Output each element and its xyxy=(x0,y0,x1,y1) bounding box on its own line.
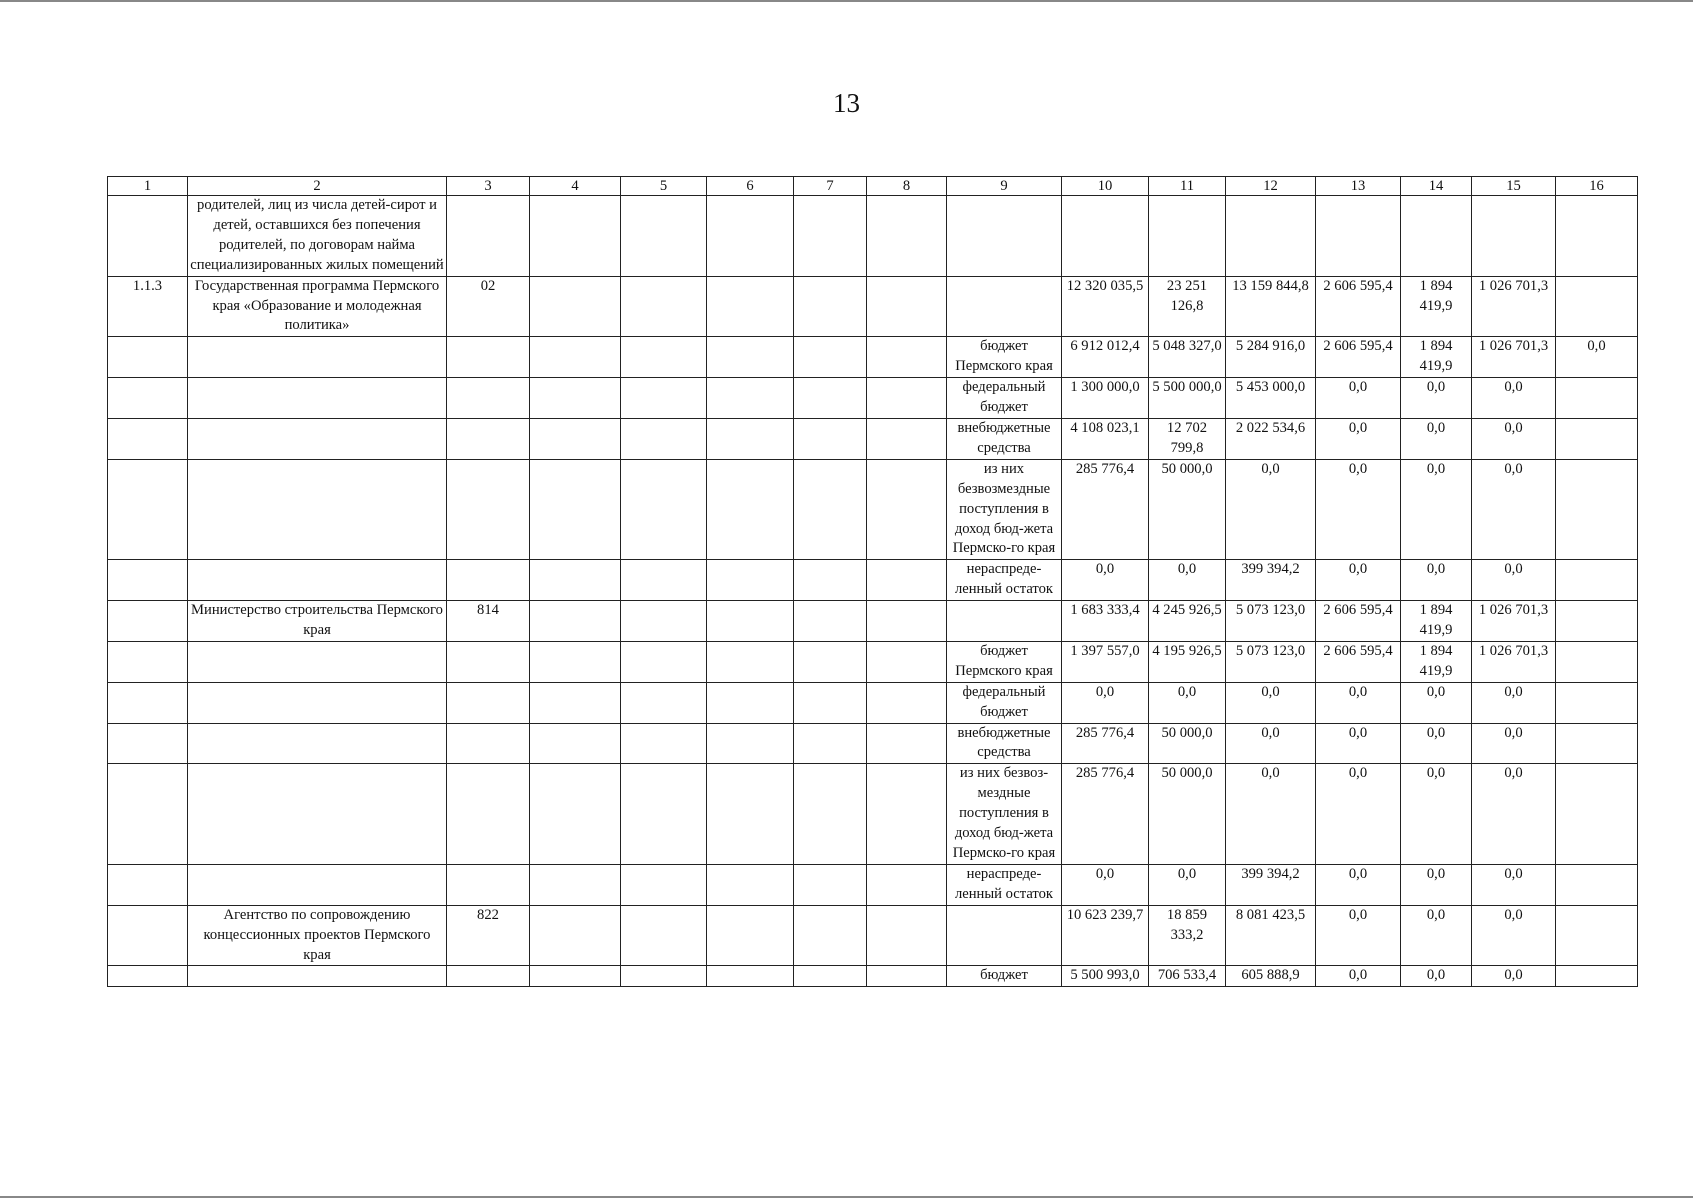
row-index-cell xyxy=(108,378,188,419)
empty-cell xyxy=(621,418,707,459)
empty-cell xyxy=(530,601,621,642)
value-cell-col11: 0,0 xyxy=(1149,682,1226,723)
value-cell-col10: 0,0 xyxy=(1062,560,1149,601)
value-cell-col14: 0,0 xyxy=(1401,966,1472,987)
empty-cell xyxy=(867,966,947,987)
value-cell-col14: 1 894 419,9 xyxy=(1401,276,1472,337)
empty-cell xyxy=(794,196,867,277)
empty-cell xyxy=(794,723,867,764)
table-row xyxy=(108,764,1638,865)
column-header: 16 xyxy=(1556,177,1638,196)
value-cell-col14: 0,0 xyxy=(1401,723,1472,764)
empty-cell xyxy=(867,459,947,560)
empty-cell xyxy=(794,682,867,723)
row-name-cell xyxy=(188,682,447,723)
empty-cell xyxy=(621,601,707,642)
empty-cell xyxy=(707,337,794,378)
value-cell-col13: 0,0 xyxy=(1316,459,1401,560)
column-header: 13 xyxy=(1316,177,1401,196)
row-name-cell xyxy=(188,337,447,378)
empty-cell xyxy=(794,864,867,905)
empty-cell xyxy=(867,682,947,723)
funding-source-cell: внебюджетные средства xyxy=(947,418,1062,459)
empty-cell xyxy=(794,276,867,337)
value-cell-col12: 0,0 xyxy=(1226,723,1316,764)
column-header: 5 xyxy=(621,177,707,196)
table-row xyxy=(108,723,1638,764)
value-cell-col12: 5 073 123,0 xyxy=(1226,601,1316,642)
row-code-cell xyxy=(447,560,530,601)
value-cell-col14: 0,0 xyxy=(1401,418,1472,459)
empty-cell xyxy=(707,723,794,764)
empty-cell xyxy=(621,682,707,723)
value-cell-col12: 0,0 xyxy=(1226,682,1316,723)
funding-source-cell: федеральный бюджет xyxy=(947,378,1062,419)
empty-cell xyxy=(867,641,947,682)
table-row xyxy=(108,560,1638,601)
empty-cell xyxy=(867,418,947,459)
funding-source-cell xyxy=(947,601,1062,642)
value-cell-col14: 0,0 xyxy=(1401,459,1472,560)
value-cell-col12: 13 159 844,8 xyxy=(1226,276,1316,337)
empty-cell xyxy=(530,641,621,682)
value-cell-col16 xyxy=(1556,418,1638,459)
value-cell-col10: 285 776,4 xyxy=(1062,459,1149,560)
empty-cell xyxy=(867,560,947,601)
empty-cell xyxy=(867,337,947,378)
empty-cell xyxy=(621,723,707,764)
empty-cell xyxy=(707,864,794,905)
empty-cell xyxy=(794,905,867,966)
empty-cell xyxy=(621,864,707,905)
budget-table xyxy=(107,176,1638,987)
empty-cell xyxy=(794,459,867,560)
empty-cell xyxy=(621,196,707,277)
empty-cell xyxy=(530,418,621,459)
value-cell-col12: 605 888,9 xyxy=(1226,966,1316,987)
value-cell-col12: 399 394,2 xyxy=(1226,864,1316,905)
empty-cell xyxy=(530,337,621,378)
row-index-cell xyxy=(108,196,188,277)
table-row xyxy=(108,601,1638,642)
empty-cell xyxy=(621,459,707,560)
row-index-cell xyxy=(108,764,188,865)
empty-cell xyxy=(530,196,621,277)
row-code-cell xyxy=(447,682,530,723)
empty-cell xyxy=(621,337,707,378)
value-cell-col10: 6 912 012,4 xyxy=(1062,337,1149,378)
row-code-cell xyxy=(447,378,530,419)
value-cell-col13: 2 606 595,4 xyxy=(1316,641,1401,682)
table-row xyxy=(108,418,1638,459)
value-cell-col10: 1 300 000,0 xyxy=(1062,378,1149,419)
empty-cell xyxy=(794,337,867,378)
value-cell-col15: 1 026 701,3 xyxy=(1472,337,1556,378)
empty-cell xyxy=(530,966,621,987)
empty-cell xyxy=(621,276,707,337)
value-cell-col10: 5 500 993,0 xyxy=(1062,966,1149,987)
value-cell-col16 xyxy=(1556,641,1638,682)
row-index-cell xyxy=(108,337,188,378)
value-cell-col15: 0,0 xyxy=(1472,682,1556,723)
table-row xyxy=(108,459,1638,560)
row-code-cell: 02 xyxy=(447,276,530,337)
empty-cell xyxy=(867,378,947,419)
row-index-cell xyxy=(108,641,188,682)
value-cell-col13: 0,0 xyxy=(1316,864,1401,905)
value-cell-col16 xyxy=(1556,682,1638,723)
value-cell-col11: 50 000,0 xyxy=(1149,459,1226,560)
table-row xyxy=(108,864,1638,905)
row-index-cell xyxy=(108,682,188,723)
column-header: 6 xyxy=(707,177,794,196)
value-cell-col10: 4 108 023,1 xyxy=(1062,418,1149,459)
empty-cell xyxy=(530,764,621,865)
value-cell-col16 xyxy=(1556,276,1638,337)
value-cell-col16 xyxy=(1556,864,1638,905)
row-index-cell xyxy=(108,418,188,459)
value-cell-col10: 0,0 xyxy=(1062,864,1149,905)
value-cell-col13: 0,0 xyxy=(1316,723,1401,764)
empty-cell xyxy=(707,601,794,642)
value-cell-col15: 0,0 xyxy=(1472,459,1556,560)
row-name-cell xyxy=(188,378,447,419)
value-cell-col14: 0,0 xyxy=(1401,864,1472,905)
value-cell-col15: 0,0 xyxy=(1472,723,1556,764)
empty-cell xyxy=(707,560,794,601)
empty-cell xyxy=(530,276,621,337)
value-cell-col12: 0,0 xyxy=(1226,459,1316,560)
value-cell-col16 xyxy=(1556,378,1638,419)
row-name-cell xyxy=(188,864,447,905)
empty-cell xyxy=(794,764,867,865)
row-name-cell xyxy=(188,764,447,865)
value-cell-col16 xyxy=(1556,560,1638,601)
row-code-cell xyxy=(447,337,530,378)
empty-cell xyxy=(867,276,947,337)
value-cell-col12: 399 394,2 xyxy=(1226,560,1316,601)
value-cell-col16: 0,0 xyxy=(1556,337,1638,378)
value-cell-col14 xyxy=(1401,196,1472,277)
value-cell-col11: 50 000,0 xyxy=(1149,723,1226,764)
funding-source-cell: бюджет Пермского края xyxy=(947,641,1062,682)
value-cell-col11: 4 195 926,5 xyxy=(1149,641,1226,682)
funding-source-cell xyxy=(947,276,1062,337)
value-cell-col15: 0,0 xyxy=(1472,864,1556,905)
funding-source-cell xyxy=(947,905,1062,966)
row-code-cell xyxy=(447,723,530,764)
funding-source-cell: федеральный бюджет xyxy=(947,682,1062,723)
funding-source-cell: нераспреде-ленный остаток xyxy=(947,560,1062,601)
column-header: 2 xyxy=(188,177,447,196)
row-name-cell xyxy=(188,723,447,764)
value-cell-col15: 0,0 xyxy=(1472,418,1556,459)
value-cell-col11: 706 533,4 xyxy=(1149,966,1226,987)
value-cell-col12 xyxy=(1226,196,1316,277)
value-cell-col15: 1 026 701,3 xyxy=(1472,601,1556,642)
value-cell-col11: 50 000,0 xyxy=(1149,764,1226,865)
value-cell-col16 xyxy=(1556,723,1638,764)
value-cell-col15: 1 026 701,3 xyxy=(1472,641,1556,682)
empty-cell xyxy=(621,560,707,601)
row-index-cell xyxy=(108,560,188,601)
empty-cell xyxy=(530,864,621,905)
empty-cell xyxy=(621,764,707,865)
column-header-row xyxy=(108,177,1638,196)
row-code-cell xyxy=(447,418,530,459)
row-code-cell xyxy=(447,459,530,560)
column-header: 4 xyxy=(530,177,621,196)
value-cell-col10: 12 320 035,5 xyxy=(1062,276,1149,337)
table-row xyxy=(108,276,1638,337)
row-index-cell xyxy=(108,905,188,966)
value-cell-col14: 1 894 419,9 xyxy=(1401,601,1472,642)
row-code-cell xyxy=(447,196,530,277)
empty-cell xyxy=(707,418,794,459)
value-cell-col11: 5 048 327,0 xyxy=(1149,337,1226,378)
value-cell-col13 xyxy=(1316,196,1401,277)
row-index-cell xyxy=(108,966,188,987)
empty-cell xyxy=(794,560,867,601)
value-cell-col11: 0,0 xyxy=(1149,864,1226,905)
value-cell-col10: 1 683 333,4 xyxy=(1062,601,1149,642)
empty-cell xyxy=(530,905,621,966)
value-cell-col11: 0,0 xyxy=(1149,560,1226,601)
value-cell-col12: 5 284 916,0 xyxy=(1226,337,1316,378)
empty-cell xyxy=(621,641,707,682)
table-body xyxy=(108,177,1638,987)
page-number: 13 xyxy=(833,88,860,118)
value-cell-col11: 18 859 333,2 xyxy=(1149,905,1226,966)
row-name-cell: родителей, лиц из числа детей-сирот и детей, оставшихся без попечения родителей, по договорам найма специализированных жилых помещений xyxy=(188,196,447,277)
value-cell-col10 xyxy=(1062,196,1149,277)
empty-cell xyxy=(707,459,794,560)
empty-cell xyxy=(867,905,947,966)
row-name-cell xyxy=(188,560,447,601)
column-header: 8 xyxy=(867,177,947,196)
row-name-cell: Министерство строительства Пермского края xyxy=(188,601,447,642)
row-index-cell xyxy=(108,723,188,764)
row-code-cell xyxy=(447,764,530,865)
top-scan-edge xyxy=(0,0,1693,2)
empty-cell xyxy=(621,378,707,419)
value-cell-col14: 0,0 xyxy=(1401,378,1472,419)
empty-cell xyxy=(867,764,947,865)
value-cell-col11: 12 702 799,8 xyxy=(1149,418,1226,459)
bottom-scan-edge xyxy=(0,1196,1693,1198)
empty-cell xyxy=(707,641,794,682)
empty-cell xyxy=(621,966,707,987)
value-cell-col13: 0,0 xyxy=(1316,682,1401,723)
row-index-cell xyxy=(108,864,188,905)
value-cell-col10: 0,0 xyxy=(1062,682,1149,723)
column-header: 12 xyxy=(1226,177,1316,196)
value-cell-col13: 2 606 595,4 xyxy=(1316,276,1401,337)
row-name-cell: Государственная программа Пермского края «Образование и молодежная политика» xyxy=(188,276,447,337)
value-cell-col15: 0,0 xyxy=(1472,378,1556,419)
value-cell-col12: 5 073 123,0 xyxy=(1226,641,1316,682)
value-cell-col11: 4 245 926,5 xyxy=(1149,601,1226,642)
row-name-cell xyxy=(188,459,447,560)
column-header: 7 xyxy=(794,177,867,196)
column-header: 11 xyxy=(1149,177,1226,196)
value-cell-col14: 0,0 xyxy=(1401,905,1472,966)
value-cell-col13: 2 606 595,4 xyxy=(1316,337,1401,378)
empty-cell xyxy=(707,196,794,277)
value-cell-col10: 10 623 239,7 xyxy=(1062,905,1149,966)
table-row xyxy=(108,966,1638,987)
column-header: 9 xyxy=(947,177,1062,196)
funding-source-cell: бюджет Пермского края xyxy=(947,337,1062,378)
column-header: 3 xyxy=(447,177,530,196)
value-cell-col10: 1 397 557,0 xyxy=(1062,641,1149,682)
value-cell-col16 xyxy=(1556,196,1638,277)
row-name-cell xyxy=(188,966,447,987)
empty-cell xyxy=(867,196,947,277)
row-code-cell xyxy=(447,864,530,905)
row-code-cell xyxy=(447,641,530,682)
column-header: 10 xyxy=(1062,177,1149,196)
row-index-cell xyxy=(108,601,188,642)
value-cell-col12: 2 022 534,6 xyxy=(1226,418,1316,459)
empty-cell xyxy=(621,905,707,966)
value-cell-col15 xyxy=(1472,196,1556,277)
value-cell-col14: 0,0 xyxy=(1401,682,1472,723)
row-index-cell xyxy=(108,459,188,560)
funding-source-cell: нераспреде-ленный остаток xyxy=(947,864,1062,905)
table-row xyxy=(108,378,1638,419)
table-row xyxy=(108,905,1638,966)
value-cell-col15: 1 026 701,3 xyxy=(1472,276,1556,337)
value-cell-col13: 0,0 xyxy=(1316,378,1401,419)
row-name-cell xyxy=(188,641,447,682)
value-cell-col14: 1 894 419,9 xyxy=(1401,641,1472,682)
value-cell-col15: 0,0 xyxy=(1472,560,1556,601)
column-header: 15 xyxy=(1472,177,1556,196)
value-cell-col13: 0,0 xyxy=(1316,905,1401,966)
value-cell-col12: 5 453 000,0 xyxy=(1226,378,1316,419)
value-cell-col11: 5 500 000,0 xyxy=(1149,378,1226,419)
value-cell-col16 xyxy=(1556,966,1638,987)
table-row xyxy=(108,196,1638,277)
value-cell-col13: 0,0 xyxy=(1316,418,1401,459)
empty-cell xyxy=(707,682,794,723)
value-cell-col16 xyxy=(1556,764,1638,865)
value-cell-col16 xyxy=(1556,459,1638,560)
funding-source-cell: внебюджетные средства xyxy=(947,723,1062,764)
value-cell-col10: 285 776,4 xyxy=(1062,764,1149,865)
table-row xyxy=(108,337,1638,378)
row-name-cell xyxy=(188,418,447,459)
value-cell-col14: 0,0 xyxy=(1401,560,1472,601)
row-code-cell: 814 xyxy=(447,601,530,642)
empty-cell xyxy=(707,764,794,865)
empty-cell xyxy=(867,723,947,764)
empty-cell xyxy=(867,864,947,905)
empty-cell xyxy=(707,966,794,987)
value-cell-col15: 0,0 xyxy=(1472,905,1556,966)
empty-cell xyxy=(707,905,794,966)
row-code-cell: 822 xyxy=(447,905,530,966)
value-cell-col15: 0,0 xyxy=(1472,966,1556,987)
row-code-cell xyxy=(447,966,530,987)
empty-cell xyxy=(530,459,621,560)
empty-cell xyxy=(794,641,867,682)
funding-source-cell: из них безвозмездные поступления в доход бюд-жета Пермско-го края xyxy=(947,459,1062,560)
value-cell-col16 xyxy=(1556,601,1638,642)
empty-cell xyxy=(530,560,621,601)
value-cell-col15: 0,0 xyxy=(1472,764,1556,865)
row-name-cell: Агентство по сопровождению концессионных проектов Пермского края xyxy=(188,905,447,966)
column-header: 14 xyxy=(1401,177,1472,196)
value-cell-col11: 23 251 126,8 xyxy=(1149,276,1226,337)
value-cell-col13: 0,0 xyxy=(1316,560,1401,601)
empty-cell xyxy=(707,276,794,337)
funding-source-cell: из них безвоз-мездные поступления в доход бюд-жета Пермско-го края xyxy=(947,764,1062,865)
value-cell-col14: 1 894 419,9 xyxy=(1401,337,1472,378)
empty-cell xyxy=(707,378,794,419)
empty-cell xyxy=(794,601,867,642)
value-cell-col12: 0,0 xyxy=(1226,764,1316,865)
value-cell-col10: 285 776,4 xyxy=(1062,723,1149,764)
empty-cell xyxy=(794,418,867,459)
value-cell-col13: 0,0 xyxy=(1316,966,1401,987)
empty-cell xyxy=(530,682,621,723)
value-cell-col13: 2 606 595,4 xyxy=(1316,601,1401,642)
value-cell-col14: 0,0 xyxy=(1401,764,1472,865)
empty-cell xyxy=(794,378,867,419)
value-cell-col11 xyxy=(1149,196,1226,277)
column-header: 1 xyxy=(108,177,188,196)
funding-source-cell: бюджет xyxy=(947,966,1062,987)
empty-cell xyxy=(794,966,867,987)
empty-cell xyxy=(867,601,947,642)
value-cell-col13: 0,0 xyxy=(1316,764,1401,865)
value-cell-col12: 8 081 423,5 xyxy=(1226,905,1316,966)
value-cell-col16 xyxy=(1556,905,1638,966)
table-row xyxy=(108,682,1638,723)
empty-cell xyxy=(530,723,621,764)
table-row xyxy=(108,641,1638,682)
row-index-cell: 1.1.3 xyxy=(108,276,188,337)
empty-cell xyxy=(530,378,621,419)
funding-source-cell xyxy=(947,196,1062,277)
